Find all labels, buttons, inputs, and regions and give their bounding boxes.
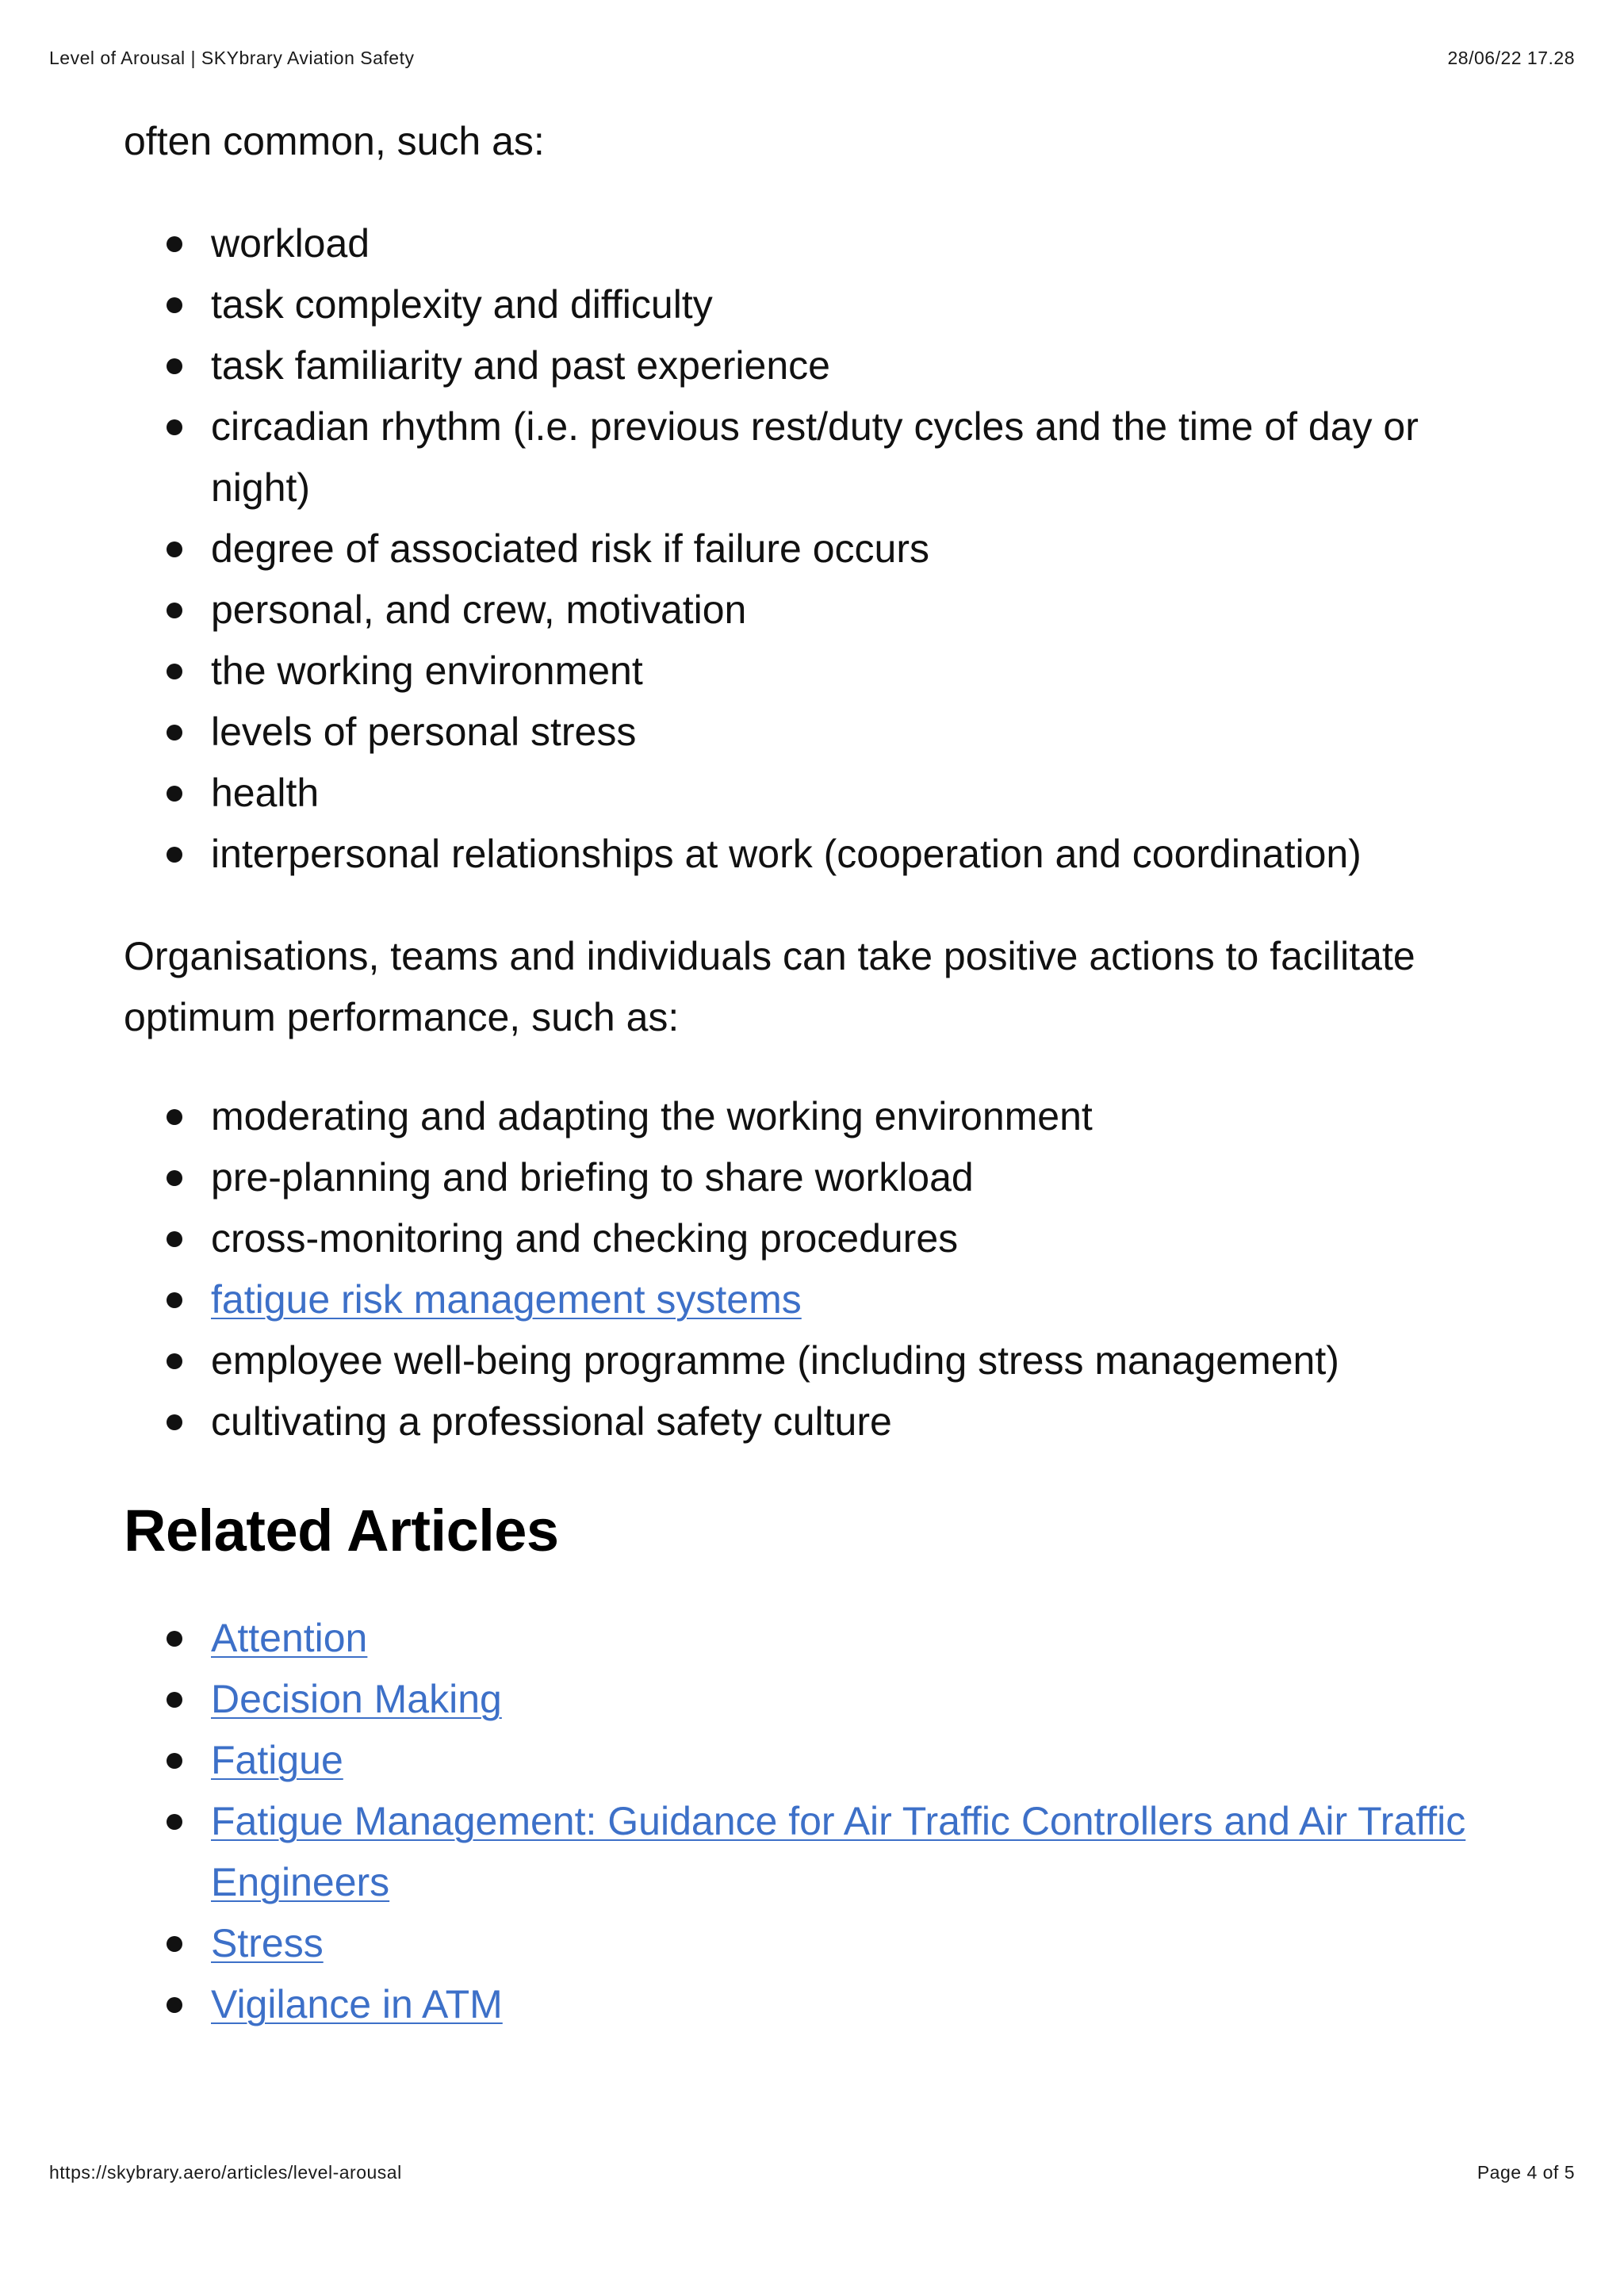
list-item: task familiarity and past experience xyxy=(211,335,1503,396)
actions-intro: Organisations, teams and individuals can take positive actions to facilitate optimum performance, such as: xyxy=(124,934,1415,1039)
related-link-fatigue[interactable]: Fatigue xyxy=(211,1738,343,1782)
related-link-decision-making[interactable]: Decision Making xyxy=(211,1677,502,1721)
list-item: cross-monitoring and checking procedures xyxy=(211,1208,1503,1269)
print-header xyxy=(49,48,1575,69)
list-item: moderating and adapting the working environment xyxy=(211,1086,1503,1147)
intro-fragment: often common, such as: xyxy=(124,119,545,163)
related-link-vigilance-in-atm[interactable]: Vigilance in ATM xyxy=(211,1982,503,2026)
page-title: Level of Arousal | SKYbrary Aviation Safety xyxy=(49,48,415,68)
fatigue-risk-management-link[interactable]: fatigue risk management systems xyxy=(211,1277,802,1322)
related-articles-heading: Related Articles xyxy=(124,1498,559,1563)
list-item xyxy=(211,1730,1503,1791)
list-item: the working environment xyxy=(211,641,1503,702)
list-item: levels of personal stress xyxy=(211,702,1503,763)
list-item: health xyxy=(211,763,1503,824)
print-footer xyxy=(49,2162,1575,2183)
list-item: task complexity and difficulty xyxy=(211,274,1503,335)
list-item: circadian rhythm (i.e. previous rest/duty cycles and the time of day or night) xyxy=(211,396,1503,519)
article-content xyxy=(124,111,1503,2035)
page-url: https://skybrary.aero/articles/level-arousal xyxy=(49,2162,402,2183)
list-item xyxy=(211,1974,1503,2035)
list-item: cultivating a professional safety culture xyxy=(211,1391,1503,1452)
related-articles-list xyxy=(124,1608,1503,2035)
list-item: employee well-being programme (including stress management) xyxy=(211,1330,1503,1391)
list-item xyxy=(211,1791,1503,1913)
related-link-stress[interactable]: Stress xyxy=(211,1921,324,1965)
factors-list xyxy=(124,213,1503,885)
page-number: Page 4 of 5 xyxy=(1477,2162,1575,2183)
related-link-fatigue-management[interactable]: Fatigue Management: Guidance for Air Traffic Controllers and Air Traffic Engineers xyxy=(211,1799,1466,1904)
list-item: pre-planning and briefing to share workload xyxy=(211,1147,1503,1208)
print-datetime: 28/06/22 17.28 xyxy=(1447,48,1575,68)
list-item: degree of associated risk if failure occurs xyxy=(211,519,1503,580)
actions-list xyxy=(124,1086,1503,1452)
list-item xyxy=(211,1269,1503,1330)
list-item: personal, and crew, motivation xyxy=(211,580,1503,641)
list-item xyxy=(211,1608,1503,1669)
related-link-attention[interactable]: Attention xyxy=(211,1616,368,1660)
list-item xyxy=(211,1913,1503,1974)
list-item: workload xyxy=(211,213,1503,274)
list-item xyxy=(211,1669,1503,1730)
list-item: interpersonal relationships at work (cooperation and coordination) xyxy=(211,824,1503,885)
